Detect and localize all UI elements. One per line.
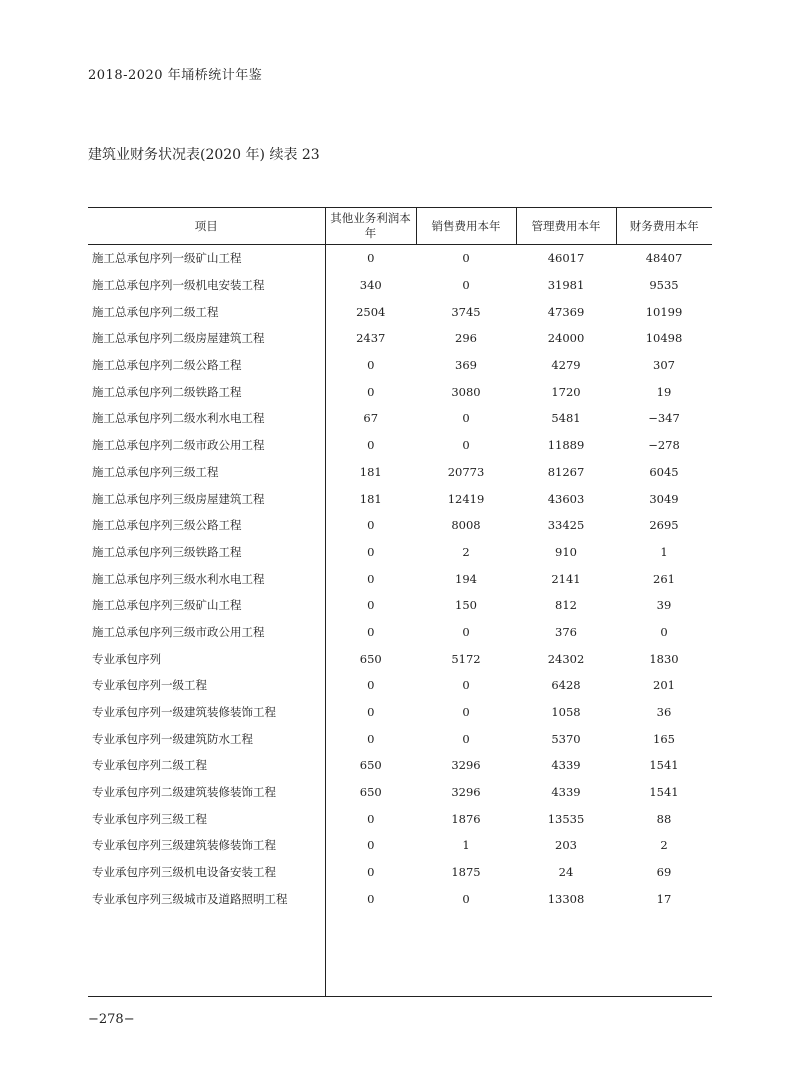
cell-sales-expense: 150 xyxy=(455,598,477,613)
table-row xyxy=(88,592,712,619)
table-row xyxy=(88,619,712,646)
row-label: 专业承包序列一级工程 xyxy=(92,678,207,693)
cell-other-business-profit: 0 xyxy=(325,352,416,379)
row-label: 施工总承包序列二级铁路工程 xyxy=(92,384,242,399)
cell-admin-expense: 5370 xyxy=(551,731,581,746)
column-header-sales-expense: 销售费用本年 xyxy=(416,208,516,245)
table-header-row xyxy=(88,208,712,245)
table-row xyxy=(88,645,712,672)
cell-other-business-profit: 0 xyxy=(325,725,416,752)
cell-finance-expense: 88 xyxy=(656,811,672,826)
cell-admin-expense: 4279 xyxy=(551,358,581,373)
cell-sales-expense: 5172 xyxy=(451,651,481,666)
cell-finance-expense: 2695 xyxy=(649,518,679,533)
row-label: 专业承包序列 xyxy=(92,651,161,666)
cell-finance-expense: 261 xyxy=(653,571,675,586)
cell-admin-expense: 24302 xyxy=(547,651,585,666)
cell-sales-expense: 1875 xyxy=(451,865,481,880)
cell-finance-expense: 2 xyxy=(660,838,668,853)
row-label: 施工总承包序列三级市政公用工程 xyxy=(92,624,265,639)
row-label: 施工总承包序列三级工程 xyxy=(92,464,219,479)
cell-admin-expense: 812 xyxy=(555,598,577,613)
cell-sales-expense: 0 xyxy=(462,731,470,746)
cell-other-business-profit: 650 xyxy=(325,645,416,672)
cell-finance-expense: 9535 xyxy=(649,278,679,293)
cell-other-business-profit: 0 xyxy=(325,699,416,726)
row-label: 施工总承包序列三级水利水电工程 xyxy=(92,571,265,586)
table-body xyxy=(88,245,712,913)
cell-other-business-profit: 0 xyxy=(325,832,416,859)
cell-other-business-profit: 0 xyxy=(325,378,416,405)
table-row xyxy=(88,752,712,779)
cell-admin-expense: 1058 xyxy=(551,705,581,720)
cell-other-business-profit: 0 xyxy=(325,619,416,646)
cell-finance-expense: 165 xyxy=(653,731,675,746)
cell-finance-expense: 10199 xyxy=(645,304,683,319)
cell-finance-expense: 36 xyxy=(656,705,672,720)
table-row xyxy=(88,272,712,299)
row-label: 专业承包序列一级建筑防水工程 xyxy=(92,731,253,746)
cell-admin-expense: 11889 xyxy=(547,438,585,453)
cell-other-business-profit: 0 xyxy=(325,245,416,272)
cell-admin-expense: 24000 xyxy=(547,331,585,346)
row-label: 专业承包序列三级建筑装修装饰工程 xyxy=(92,838,276,853)
cell-sales-expense: 1 xyxy=(462,838,470,853)
table-row xyxy=(88,485,712,512)
cell-sales-expense: 2 xyxy=(462,544,470,559)
cell-sales-expense: 3745 xyxy=(451,304,481,319)
cell-admin-expense: 33425 xyxy=(547,518,585,533)
row-label: 施工总承包序列二级公路工程 xyxy=(92,358,242,373)
table-row xyxy=(88,805,712,832)
page-number: −278− xyxy=(88,1012,135,1027)
row-label: 施工总承包序列三级矿山工程 xyxy=(92,598,242,613)
cell-finance-expense: 10498 xyxy=(645,331,683,346)
cell-sales-expense: 296 xyxy=(455,331,477,346)
cell-other-business-profit: 2437 xyxy=(325,325,416,352)
column-header-item: 项目 xyxy=(88,208,325,245)
table-row xyxy=(88,779,712,806)
row-label: 专业承包序列三级城市及道路照明工程 xyxy=(92,891,288,906)
table-row xyxy=(88,432,712,459)
cell-finance-expense: −278 xyxy=(648,438,680,453)
cell-other-business-profit: 650 xyxy=(325,752,416,779)
row-label: 施工总承包序列三级铁路工程 xyxy=(92,544,242,559)
cell-finance-expense: 1 xyxy=(660,544,668,559)
cell-other-business-profit: 650 xyxy=(325,779,416,806)
row-label: 专业承包序列二级建筑装修装饰工程 xyxy=(92,785,276,800)
cell-admin-expense: 46017 xyxy=(547,251,585,266)
table-row xyxy=(88,325,712,352)
row-label: 施工总承包序列三级房屋建筑工程 xyxy=(92,491,265,506)
cell-admin-expense: 31981 xyxy=(547,278,585,293)
table-row xyxy=(88,378,712,405)
table-row xyxy=(88,672,712,699)
cell-finance-expense: 19 xyxy=(656,384,672,399)
cell-finance-expense: 69 xyxy=(656,865,672,880)
cell-finance-expense: 6045 xyxy=(649,464,679,479)
table-row xyxy=(88,565,712,592)
cell-other-business-profit: 181 xyxy=(325,485,416,512)
cell-sales-expense: 3296 xyxy=(451,785,481,800)
cell-sales-expense: 194 xyxy=(455,571,477,586)
column-header-admin-expense: 管理费用本年 xyxy=(516,208,616,245)
row-label: 专业承包序列三级工程 xyxy=(92,811,207,826)
cell-admin-expense: 43603 xyxy=(547,491,585,506)
table-row xyxy=(88,725,712,752)
row-label: 专业承包序列三级机电设备安装工程 xyxy=(92,865,276,880)
table-row xyxy=(88,459,712,486)
cell-sales-expense: 0 xyxy=(462,438,470,453)
cell-finance-expense: 3049 xyxy=(649,491,679,506)
cell-sales-expense: 0 xyxy=(462,278,470,293)
table-row xyxy=(88,859,712,886)
row-label: 专业承包序列一级建筑装修装饰工程 xyxy=(92,705,276,720)
cell-sales-expense: 0 xyxy=(462,624,470,639)
table-row xyxy=(88,539,712,566)
cell-sales-expense: 0 xyxy=(462,891,470,906)
cell-sales-expense: 8008 xyxy=(451,518,481,533)
cell-finance-expense: 307 xyxy=(653,358,675,373)
running-head: 2018-2020 年埇桥统计年鉴 xyxy=(88,68,263,83)
cell-admin-expense: 13535 xyxy=(547,811,585,826)
cell-finance-expense: 201 xyxy=(653,678,675,693)
row-label: 施工总承包序列一级机电安装工程 xyxy=(92,278,265,293)
cell-admin-expense: 2141 xyxy=(551,571,581,586)
cell-finance-expense: 17 xyxy=(656,891,672,906)
cell-finance-expense: 0 xyxy=(660,624,668,639)
row-label: 施工总承包序列二级房屋建筑工程 xyxy=(92,331,265,346)
cell-other-business-profit: 0 xyxy=(325,592,416,619)
cell-admin-expense: 47369 xyxy=(547,304,585,319)
cell-finance-expense: 1541 xyxy=(649,785,679,800)
table-row xyxy=(88,832,712,859)
cell-other-business-profit: 2504 xyxy=(325,298,416,325)
cell-finance-expense: 1541 xyxy=(649,758,679,773)
cell-finance-expense: 39 xyxy=(656,598,672,613)
table-row xyxy=(88,512,712,539)
cell-other-business-profit: 0 xyxy=(325,859,416,886)
table-row xyxy=(88,699,712,726)
cell-sales-expense: 12419 xyxy=(447,491,485,506)
cell-finance-expense: 48407 xyxy=(645,251,683,266)
cell-other-business-profit: 340 xyxy=(325,272,416,299)
cell-other-business-profit: 181 xyxy=(325,459,416,486)
table-row xyxy=(88,352,712,379)
cell-admin-expense: 6428 xyxy=(551,678,581,693)
row-label: 施工总承包序列二级市政公用工程 xyxy=(92,438,265,453)
cell-admin-expense: 376 xyxy=(555,624,577,639)
cell-sales-expense: 0 xyxy=(462,705,470,720)
cell-sales-expense: 1876 xyxy=(451,811,481,826)
column-header-other-business-profit: 其他业务利润本年 xyxy=(325,208,416,245)
row-label: 施工总承包序列二级水利水电工程 xyxy=(92,411,265,426)
table-title: 建筑业财务状况表(2020 年) 续表 23 xyxy=(88,147,320,163)
cell-admin-expense: 910 xyxy=(555,544,577,559)
row-label: 施工总承包序列一级矿山工程 xyxy=(92,251,242,266)
cell-other-business-profit: 0 xyxy=(325,805,416,832)
cell-other-business-profit: 67 xyxy=(325,405,416,432)
cell-other-business-profit: 0 xyxy=(325,886,416,913)
cell-admin-expense: 5481 xyxy=(551,411,581,426)
row-label: 施工总承包序列二级工程 xyxy=(92,304,219,319)
row-label: 专业承包序列二级工程 xyxy=(92,758,207,773)
cell-sales-expense: 3080 xyxy=(451,384,481,399)
cell-finance-expense: −347 xyxy=(648,411,680,426)
cell-other-business-profit: 0 xyxy=(325,565,416,592)
finance-table-container xyxy=(88,207,712,997)
cell-sales-expense: 0 xyxy=(462,411,470,426)
cell-sales-expense: 3296 xyxy=(451,758,481,773)
cell-admin-expense: 24 xyxy=(558,865,574,880)
cell-sales-expense: 0 xyxy=(462,251,470,266)
cell-other-business-profit: 0 xyxy=(325,512,416,539)
row-label: 施工总承包序列三级公路工程 xyxy=(92,518,242,533)
cell-other-business-profit: 0 xyxy=(325,432,416,459)
cell-admin-expense: 13308 xyxy=(547,891,585,906)
table-row xyxy=(88,298,712,325)
cell-finance-expense: 1830 xyxy=(649,651,679,666)
column-header-finance-expense: 财务费用本年 xyxy=(616,208,712,245)
cell-admin-expense: 203 xyxy=(555,838,577,853)
cell-admin-expense: 81267 xyxy=(547,464,585,479)
cell-sales-expense: 0 xyxy=(462,678,470,693)
table-row xyxy=(88,405,712,432)
cell-admin-expense: 4339 xyxy=(551,785,581,800)
cell-admin-expense: 4339 xyxy=(551,758,581,773)
finance-table xyxy=(88,208,712,912)
table-row xyxy=(88,886,712,913)
cell-admin-expense: 1720 xyxy=(551,384,581,399)
cell-other-business-profit: 0 xyxy=(325,672,416,699)
cell-sales-expense: 369 xyxy=(455,358,477,373)
cell-other-business-profit: 0 xyxy=(325,539,416,566)
table-row xyxy=(88,245,712,272)
cell-sales-expense: 20773 xyxy=(447,464,485,479)
